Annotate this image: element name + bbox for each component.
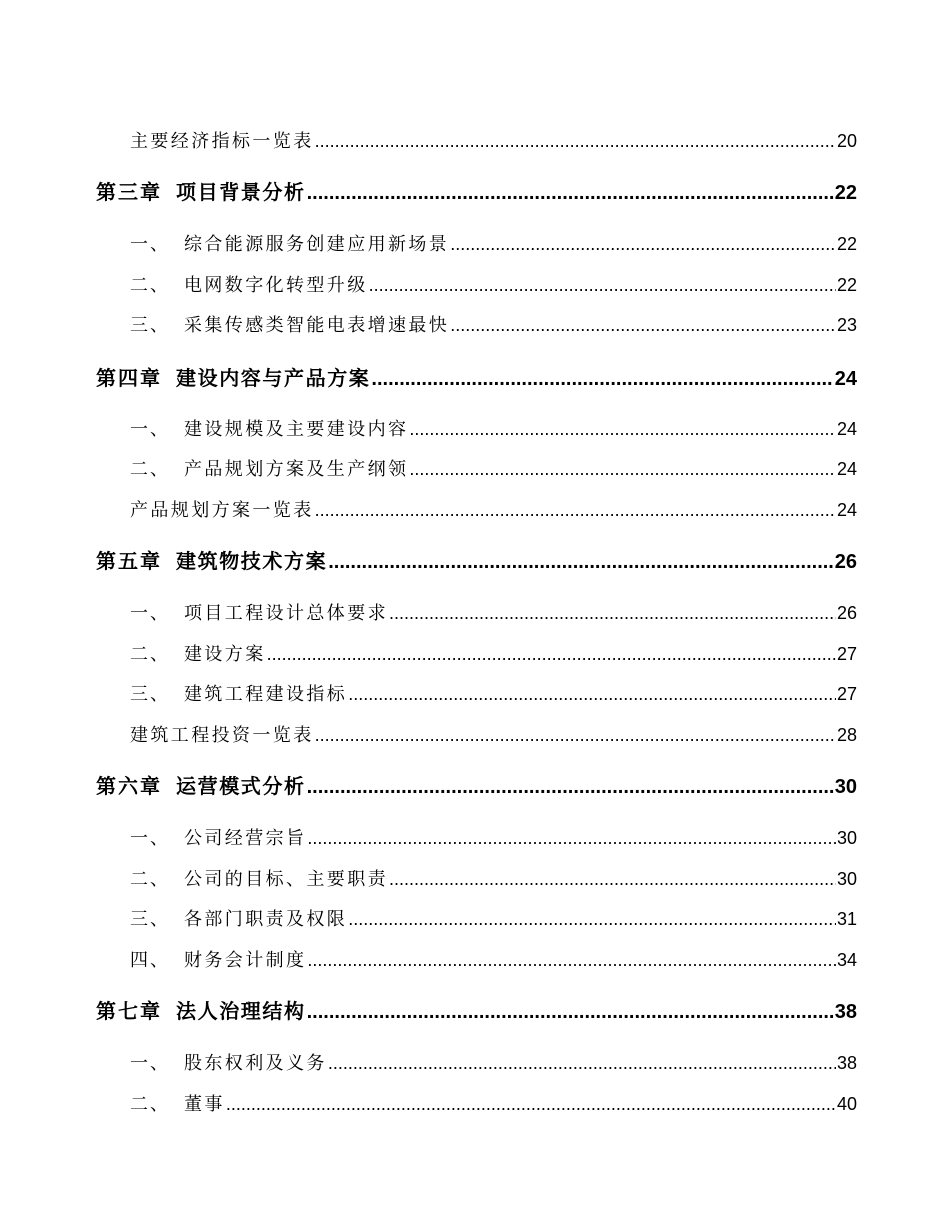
toc-page-number: 27 <box>836 684 857 704</box>
toc-section-entry[interactable] <box>130 824 857 848</box>
toc-entry-title: 建筑工程建设指标 <box>184 684 348 705</box>
toc-section-entry[interactable] <box>130 721 857 745</box>
toc-page-number: 22 <box>836 275 857 295</box>
toc-page-number: 26 <box>836 603 857 623</box>
toc-section-entry[interactable] <box>130 496 857 520</box>
toc-dot-leader <box>328 551 834 574</box>
toc-entry-title: 董事 <box>184 1094 225 1115</box>
toc-page-number: 27 <box>836 644 857 664</box>
toc-dot-leader <box>307 182 834 205</box>
toc-entry-title: 主要经济指标一览表 <box>130 131 314 152</box>
toc-section-number: 一、 <box>130 603 170 624</box>
toc-dot-leader <box>307 828 836 849</box>
toc-section-number: 一、 <box>130 234 170 255</box>
toc-dot-leader <box>315 131 836 152</box>
toc-entry-title: 项目背景分析 <box>176 180 306 204</box>
toc-entry-title: 产品规划方案及生产纲领 <box>184 459 409 480</box>
toc-dot-leader <box>267 644 836 665</box>
toc-entry-title: 公司的目标、主要职责 <box>184 869 388 890</box>
toc-entry-title: 采集传感类智能电表增速最快 <box>184 315 450 336</box>
toc-page-number: 38 <box>834 1001 857 1023</box>
toc-entry-title: 建筑物技术方案 <box>176 549 328 573</box>
toc-section-entry[interactable] <box>130 127 857 151</box>
toc-page-number: 30 <box>836 828 857 848</box>
toc-entry-title: 各部门职责及权限 <box>184 909 348 930</box>
toc-chapter-entry[interactable] <box>96 770 857 798</box>
toc-section-number: 一、 <box>130 828 170 849</box>
toc-entry-title: 建设规模及主要建设内容 <box>184 419 409 440</box>
toc-entry-title: 运营模式分析 <box>176 774 306 798</box>
toc-page-number: 20 <box>836 131 857 151</box>
toc-page-number: 26 <box>834 551 857 573</box>
toc-section-entry[interactable] <box>130 1090 857 1114</box>
toc-page-number: 34 <box>836 950 857 970</box>
toc-section-entry[interactable] <box>130 1049 857 1073</box>
toc-page-number: 24 <box>836 500 857 520</box>
toc-page-number: 28 <box>836 725 857 745</box>
toc-section-number: 二、 <box>130 644 170 665</box>
toc-entry-title: 项目工程设计总体要求 <box>184 603 388 624</box>
toc-entry-title: 财务会计制度 <box>184 950 307 971</box>
toc-section-number: 二、 <box>130 869 170 890</box>
toc-dot-leader <box>328 1053 836 1074</box>
toc-page-number: 22 <box>836 234 857 254</box>
toc-entry-title: 法人治理结构 <box>176 999 306 1023</box>
toc-dot-leader <box>348 684 836 705</box>
toc-page-number: 22 <box>834 182 857 204</box>
toc-section-entry[interactable] <box>130 905 857 929</box>
toc-entry-title: 建设内容与产品方案 <box>176 366 371 390</box>
toc-chapter-entry[interactable] <box>96 995 857 1023</box>
toc-entry-title: 建筑工程投资一览表 <box>130 725 314 746</box>
toc-dot-leader <box>315 500 836 521</box>
toc-chapter-number: 第四章 <box>96 366 162 390</box>
toc-page-number: 24 <box>836 419 857 439</box>
toc-section-number: 三、 <box>130 909 170 930</box>
toc-chapter-number: 第七章 <box>96 999 162 1023</box>
toc-section-number: 一、 <box>130 1053 170 1074</box>
toc-dot-leader <box>315 725 836 746</box>
toc-dot-leader <box>307 776 834 799</box>
toc-section-entry[interactable] <box>130 311 857 335</box>
toc-entry-title: 产品规划方案一览表 <box>130 500 314 521</box>
toc-chapter-number: 第六章 <box>96 774 162 798</box>
toc-section-entry[interactable] <box>130 230 857 254</box>
toc-dot-leader <box>348 909 836 930</box>
toc-page-number: 40 <box>836 1094 857 1114</box>
toc-page-number: 31 <box>836 909 857 929</box>
toc-dot-leader <box>450 234 836 255</box>
toc-section-number: 二、 <box>130 1094 170 1115</box>
toc-dot-leader <box>389 603 836 624</box>
toc-section-number: 二、 <box>130 275 170 296</box>
toc-section-number: 四、 <box>130 950 170 971</box>
toc-page-number: 24 <box>834 368 857 390</box>
toc-dot-leader <box>450 315 836 336</box>
toc-entry-title: 综合能源服务创建应用新场景 <box>184 234 450 255</box>
toc-entry-title: 电网数字化转型升级 <box>184 275 368 296</box>
toc-page-number: 23 <box>836 315 857 335</box>
toc-chapter-number: 第五章 <box>96 549 162 573</box>
toc-entry-title: 股东权利及义务 <box>184 1053 327 1074</box>
toc-entry-title: 建设方案 <box>184 644 266 665</box>
toc-page-number: 30 <box>834 776 857 798</box>
toc-page-number: 24 <box>836 459 857 479</box>
toc-dot-leader <box>371 368 833 391</box>
toc-chapter-entry[interactable] <box>96 545 857 573</box>
toc-section-entry[interactable] <box>130 865 857 889</box>
toc-entry-title: 公司经营宗旨 <box>184 828 307 849</box>
toc-section-entry[interactable] <box>130 599 857 623</box>
toc-page-number: 38 <box>836 1053 857 1073</box>
toc-section-number: 一、 <box>130 419 170 440</box>
toc-dot-leader <box>409 459 836 480</box>
toc-section-number: 二、 <box>130 459 170 480</box>
toc-section-entry[interactable] <box>130 680 857 704</box>
toc-dot-leader <box>307 1001 834 1024</box>
toc-dot-leader <box>226 1094 836 1115</box>
toc-section-number: 三、 <box>130 684 170 705</box>
toc-section-entry[interactable] <box>130 455 857 479</box>
toc-chapter-entry[interactable] <box>96 176 857 204</box>
toc-section-entry[interactable] <box>130 271 857 295</box>
toc-section-number: 三、 <box>130 315 170 336</box>
toc-dot-leader <box>389 869 836 890</box>
toc-dot-leader <box>409 419 836 440</box>
toc-page-number: 30 <box>836 869 857 889</box>
toc-chapter-entry[interactable] <box>96 362 857 390</box>
toc-section-entry[interactable] <box>130 415 857 439</box>
toc-section-entry[interactable] <box>130 946 857 970</box>
toc-dot-leader <box>369 275 836 296</box>
toc-chapter-number: 第三章 <box>96 180 162 204</box>
toc-section-entry[interactable] <box>130 640 857 664</box>
toc-dot-leader <box>307 950 836 971</box>
